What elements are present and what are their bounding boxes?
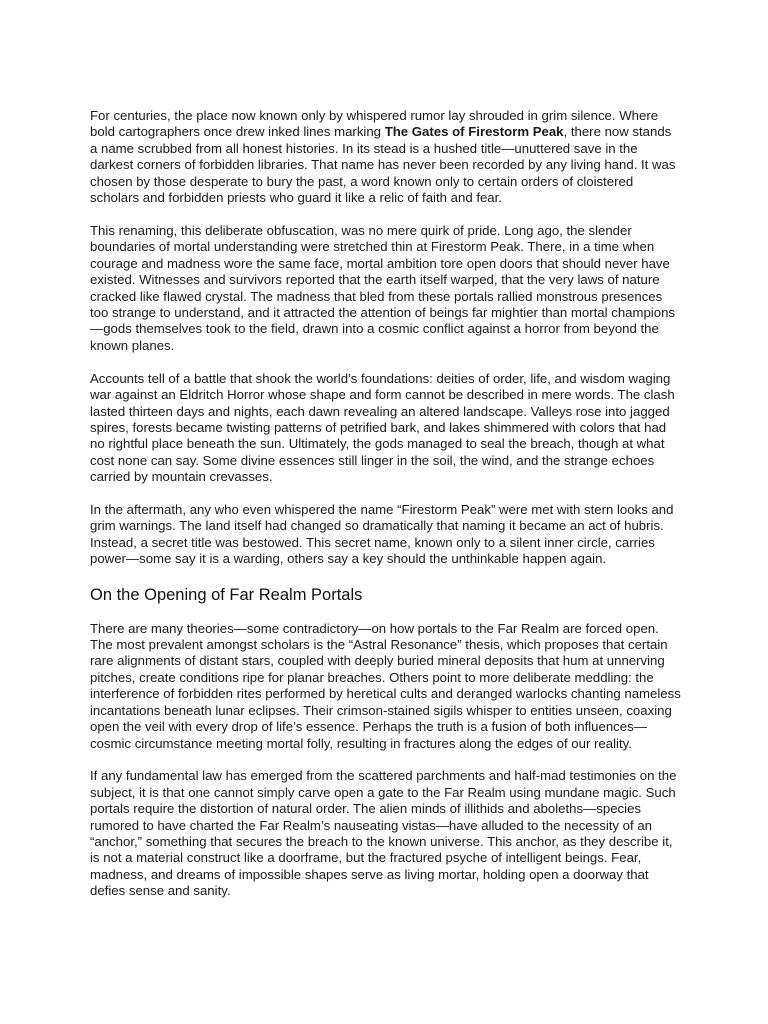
paragraph-text: , there now stands a name scrubbed from all honest histories. In its stead is a hushed title—unuttered save in the darkest corners of forbidden libraries. That name has never been recorded by any living hand. It was chosen by those desperate to bury the past, a word known only to certain orders of cloistered scholars and forbidden priests who guard it like a relic of faith and fear. [90,124,676,206]
paragraph-text: For centuries, the place now known only by whispered rumor lay shrouded in grim silence. Where bold cartographers once drew inked lines marking [90,108,659,140]
paragraph-renaming: This renaming, this deliberate obfuscation, was no mere quirk of pride. Long ago, the slender boundaries of mortal understanding were stretched thin at Firestorm Peak. There, in a time when courage and madness wore the same face, mortal ambition tore open doors that should never have existed. Witnesses and survivors reported that the earth itself warped, that the very laws of nature cracked like flawed crystal. The madness that bled from these portals rallied monstrous presences too strange to understand, and it attracted the attention of beings far mightier than mortal champions—gods themselves took to the field, drawn into a cosmic conflict against a horror from beyond the known planes. [90,222,675,353]
paragraph-aftermath: In the aftermath, any who even whispered the name “Firestorm Peak” were met with stern looks and grim warnings. The land itself had changed so dramatically that naming it became an act of hubris. Instead, a secret title was bestowed. This secret name, known only to a silent inner circle, carries power—some say it is a warding, others say a key should the unthinkable happen again. [90,502,674,567]
section-heading: On the Opening of Far Realm Portals [90,585,363,604]
paragraph-portal-theories: There are many theories—some contradictory—on how portals to the Far Realm are forced open. The most prevalent amongst scholars is the “Astral Resonance” thesis, which proposes that certain rare alignments of distant stars, coupled with deeply buried mineral deposits that hum at unnerving pitches, create conditions ripe for planar breaches. Others point to more deliberate meddling: the interference of forbidden rites performed by heretical cults and deranged warlocks chanting nameless incantations beneath lunar eclipses. Their crimson-stained sigils whisper to entities unseen, coaxing open the veil with every drop of life’s essence. Perhaps the truth is a fusion of both influences—cosmic circumstance meeting mortal folly, resulting in fractures along the edges of our reality. [90,620,681,751]
paragraph-battle-accounts: Accounts tell of a battle that shook the world’s foundations: deities of order, life, and wisdom waging war against an Eldritch Horror whose shape and form cannot be described in mere words. The clash lasted thirteen days and nights, each dawn revealing an altered landscape. Valleys rose into jagged spires, forests became twisting patterns of petrified bark, and lakes shimmered with colors that had no rightful place beneath the sun. Ultimately, the gods managed to seal the breach, though at what cost none can say. Some divine essences still linger in the soil, the wind, and the strange echoes carried by mountain crevasses. [90,370,675,485]
paragraph-fundamental-law: If any fundamental law has emerged from the scattered parchments and half-mad testimonies on the subject, it is that one cannot simply carve open a gate to the Far Realm using mundane magic. Such portals require the distortion of natural order. The alien minds of illithids and aboleths—species rumored to have charted the Far Realm’s nauseating vistas—have alluded to the necessity of an “anchor,” something that secures the breach to the known universe. This anchor, as they describe it, is not a material construct like a doorframe, but the fractured psyche of intelligent beings. Fear, madness, and dreams of impossible shapes serve as living mortar, holding open a doorway that defies sense and sanity. [90,768,677,899]
document-page [90,108,682,916]
bold-place-name: The Gates of Firestorm Peak [384,124,564,140]
paragraph-gates-of-firestorm-peak [90,108,682,206]
